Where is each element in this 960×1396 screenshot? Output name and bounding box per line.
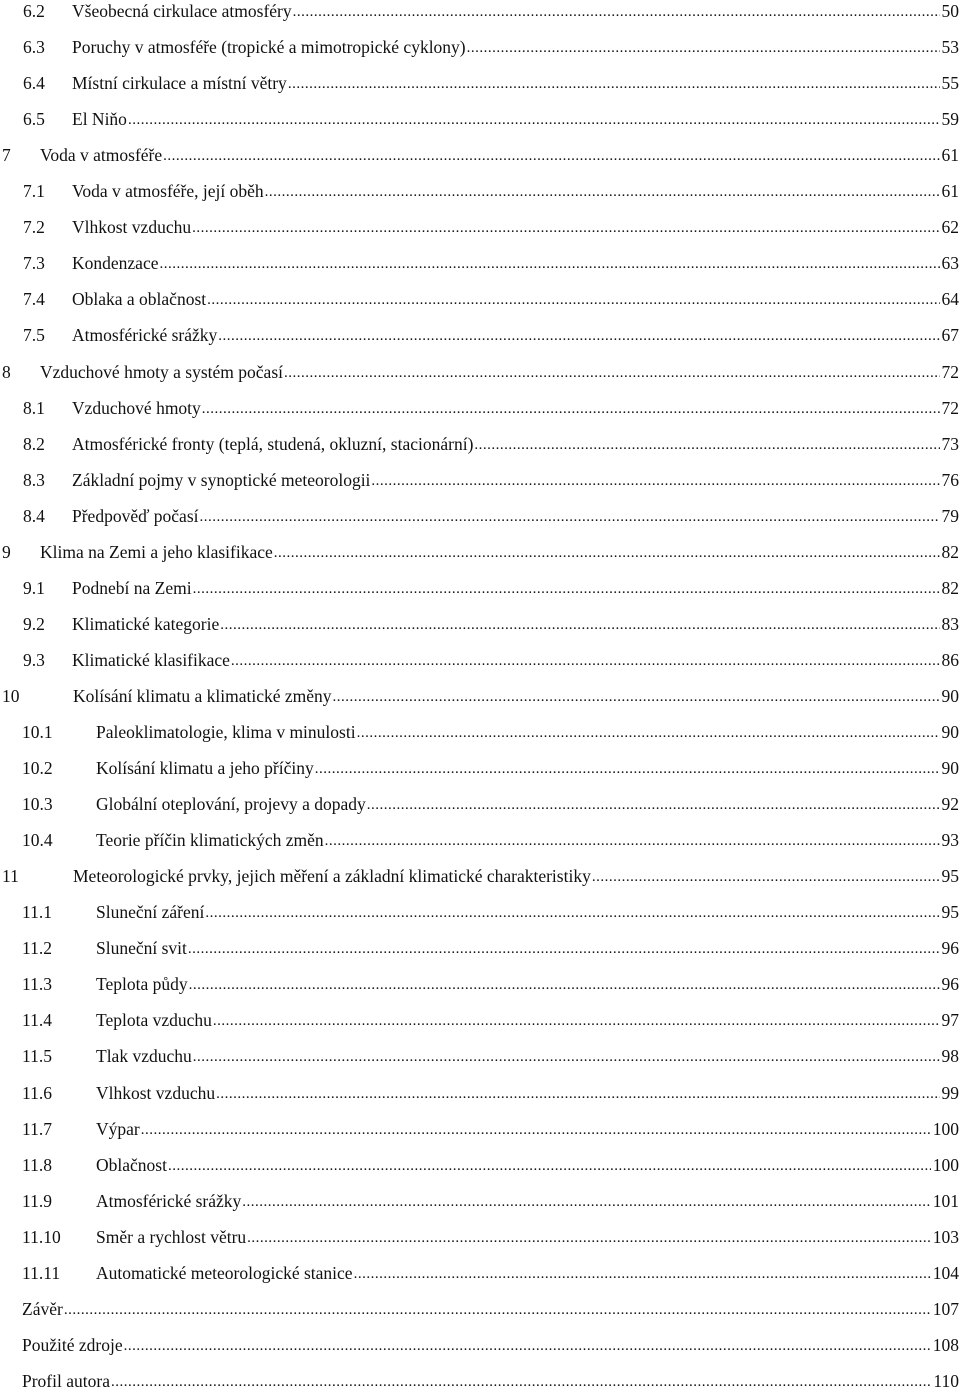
toc-entry-page-number: 96 (941, 974, 959, 995)
toc-entry-title: El Niňo (72, 109, 127, 130)
toc-entry-title: Atmosférické fronty (teplá, studená, okluzní, stacionární) (72, 433, 474, 454)
toc-entry-number: 11.1 (22, 902, 52, 923)
toc-entry-page-number: 67 (941, 325, 959, 346)
toc-entry[interactable] (2, 358, 959, 386)
toc-entry-title: Meteorologické prvky, jejich měření a základní klimatické charakteristiky (73, 866, 591, 887)
toc-dot-leader (163, 142, 939, 170)
toc-entry-title: Atmosférické srážky (96, 1190, 242, 1211)
toc-entry[interactable] (22, 1042, 959, 1070)
toc-entry-number: 8.4 (23, 505, 45, 526)
toc-entry[interactable] (23, 610, 959, 638)
toc-entry-page-number: 62 (941, 217, 959, 238)
toc-dot-leader (202, 395, 940, 423)
toc-entry-title: Profil autora (22, 1370, 110, 1391)
toc-dot-leader (216, 1080, 939, 1108)
toc-entry-page-number: 100 (932, 1118, 959, 1139)
toc-entry-title: Sluneční svit (96, 938, 187, 959)
toc-entry-number: 7.5 (23, 325, 45, 346)
toc-entry[interactable] (2, 682, 959, 710)
toc-entry-page-number: 93 (941, 830, 959, 851)
toc-entry[interactable] (22, 1295, 959, 1323)
toc-entry-title: Paleoklimatologie, klima v minulosti (96, 722, 356, 742)
toc-entry-title: Teplota vzduchu (96, 1010, 212, 1031)
toc-entry[interactable] (22, 754, 959, 782)
toc-entry-title: Předpověď počasí (72, 505, 199, 526)
toc-entry-page-number: 95 (941, 902, 959, 923)
toc-dot-leader (367, 791, 940, 819)
toc-entry-title: Místní cirkulace a místní větry (72, 73, 287, 94)
toc-entry-title: Závěr (22, 1298, 63, 1319)
toc-entry[interactable] (23, 0, 959, 25)
toc-entry-title: Vlhkost vzduchu (96, 1082, 216, 1103)
toc-entry-number: 7.1 (23, 181, 45, 202)
toc-entry-number: 11 (2, 866, 19, 887)
toc-entry[interactable] (23, 646, 959, 674)
toc-entry-page-number: 90 (941, 758, 959, 779)
toc-entry-number: 8.1 (23, 397, 45, 418)
toc-entry-title: Teorie příčin klimatických změn (96, 830, 324, 851)
toc-entry-title: Oblaka a oblačnost (72, 289, 207, 310)
toc-entry[interactable] (22, 1223, 959, 1251)
toc-entry-title: Vzduchové hmoty (72, 397, 201, 418)
toc-entry-title: Kolísání klimatu a klimatické změny (73, 685, 332, 706)
toc-dot-leader (193, 575, 940, 603)
toc-dot-leader (200, 503, 940, 531)
toc-dot-leader (111, 1368, 931, 1396)
toc-entry-page-number: 95 (941, 866, 959, 887)
toc-entry[interactable] (22, 1115, 959, 1143)
toc-entry-page-number: 59 (941, 109, 959, 130)
toc-entry-page-number: 100 (932, 1154, 959, 1175)
toc-entry[interactable] (23, 69, 959, 97)
toc-entry-number: 11.6 (22, 1082, 52, 1103)
toc-dot-leader (189, 971, 940, 999)
toc-entry-number: 9.1 (23, 577, 45, 598)
toc-entry-number: 11.10 (22, 1226, 61, 1247)
toc-dot-leader (128, 106, 940, 134)
toc-entry-page-number: 103 (932, 1226, 959, 1247)
toc-entry-number: 10.2 (22, 758, 53, 779)
toc-dot-leader (231, 647, 940, 675)
toc-entry-page-number: 79 (941, 505, 959, 526)
toc-entry[interactable] (23, 430, 959, 458)
toc-entry-page-number: 107 (932, 1298, 959, 1319)
toc-entry-number: 10.3 (22, 794, 53, 815)
toc-entry[interactable] (22, 1151, 959, 1179)
toc-dot-leader (205, 899, 939, 927)
toc-entry[interactable] (22, 1259, 959, 1287)
toc-entry-title: Kondenzace (72, 253, 159, 274)
toc-entry-number: 11.11 (22, 1262, 61, 1283)
toc-entry-title: Poruchy v atmosféře (tropické a mimotropické cyklony) (72, 37, 466, 58)
toc-dot-leader (124, 1332, 931, 1360)
toc-entry-page-number: 96 (941, 938, 959, 959)
toc-entry-title: Podnebí na Zemi (72, 577, 192, 598)
toc-entry[interactable] (22, 1331, 959, 1359)
toc-entry-page-number: 61 (941, 181, 959, 202)
toc-entry-title: Klima na Zemi a jeho klasifikace (40, 541, 273, 562)
toc-entry[interactable] (22, 1367, 959, 1395)
toc-entry-page-number: 82 (941, 577, 959, 598)
toc-entry-title: Voda v atmosféře (40, 145, 163, 166)
toc-entry[interactable] (23, 33, 959, 61)
toc-entry-number: 11.9 (22, 1190, 52, 1211)
toc-entry-title: Automatické meteorologické stanice (96, 1262, 353, 1283)
toc-dot-leader (371, 467, 939, 495)
toc-entry-number: 11.3 (22, 974, 52, 995)
toc-dot-leader (168, 1152, 931, 1180)
toc-entry-title: Vlhkost vzduchu (72, 217, 192, 238)
toc-entry[interactable] (23, 321, 959, 349)
toc-entry-page-number: 90 (941, 722, 959, 742)
toc-entry-number: 11.5 (22, 1046, 52, 1067)
toc-entry-page-number: 53 (941, 37, 959, 58)
toc-entry-number: 9.3 (23, 649, 45, 670)
toc-entry-page-number: 99 (941, 1082, 959, 1103)
toc-entry-number: 6.2 (23, 1, 45, 21)
toc-entry-title: Klimatické klasifikace (72, 649, 230, 670)
toc-entry[interactable] (2, 141, 959, 169)
toc-dot-leader (293, 0, 940, 26)
toc-entry-title: Základní pojmy v synoptické meteorologii (72, 469, 371, 490)
toc-entry[interactable] (23, 105, 959, 133)
toc-entry-page-number: 101 (932, 1190, 959, 1211)
toc-entry-number: 10.4 (22, 830, 53, 851)
toc-dot-leader (141, 1116, 931, 1144)
toc-entry-title: Teplota půdy (96, 974, 188, 995)
toc-dot-leader (274, 539, 940, 567)
toc-entry-title: Vzduchové hmoty a systém počasí (40, 361, 284, 382)
toc-entry[interactable] (22, 970, 959, 998)
toc-entry-page-number: 76 (941, 469, 959, 490)
toc-entry-title: Směr a rychlost větru (96, 1226, 247, 1247)
toc-dot-leader (284, 359, 939, 387)
toc-dot-leader (592, 863, 940, 891)
toc-entry-page-number: 108 (932, 1334, 959, 1355)
toc-entry-page-number: 61 (941, 145, 959, 166)
toc-dot-leader (265, 178, 940, 206)
toc-entry-title: Oblačnost (96, 1154, 167, 1175)
toc-entry-title: Globální oteplování, projevy a dopady (96, 794, 366, 815)
toc-entry[interactable] (23, 574, 959, 602)
toc-dot-leader (213, 1007, 940, 1035)
toc-entry-page-number: 92 (941, 794, 959, 815)
toc-entry-title: Sluneční záření (96, 902, 205, 923)
toc-entry-number: 10.1 (22, 722, 53, 742)
toc-entry-title: Použité zdroje (22, 1334, 123, 1355)
toc-entry[interactable] (2, 538, 959, 566)
toc-entry-page-number: 90 (941, 685, 959, 706)
toc-entry-page-number: 86 (941, 649, 959, 670)
toc-entry-page-number: 72 (941, 397, 959, 418)
toc-entry[interactable] (22, 718, 959, 746)
toc-dot-leader (325, 827, 940, 855)
toc-entry-page-number: 50 (941, 1, 959, 21)
toc-entry-page-number: 82 (941, 541, 959, 562)
toc-dot-leader (315, 755, 940, 783)
toc-entry-page-number: 73 (941, 433, 959, 454)
toc-entry-number: 8.2 (23, 433, 45, 454)
toc-dot-leader (220, 611, 939, 639)
toc-dot-leader (159, 250, 939, 278)
toc-entry-page-number: 83 (941, 613, 959, 634)
toc-entry-title: Atmosférické srážky (72, 325, 218, 346)
toc-entry[interactable] (22, 1187, 959, 1215)
toc-dot-leader (288, 70, 940, 98)
toc-entry-number: 8.3 (23, 469, 45, 490)
toc-entry-title: Výpar (96, 1118, 140, 1139)
toc-entry-page-number: 72 (941, 361, 959, 382)
toc-dot-leader (188, 935, 940, 963)
toc-dot-leader (207, 286, 939, 314)
toc-dot-leader (193, 1043, 940, 1071)
toc-entry-title: Tlak vzduchu (96, 1046, 192, 1067)
toc-entry[interactable] (2, 862, 959, 890)
toc-dot-leader (467, 34, 940, 62)
toc-entry-number: 10 (2, 685, 20, 706)
toc-entry-number: 7.2 (23, 217, 45, 238)
toc-dot-leader (247, 1224, 931, 1252)
toc-entry-number: 11.8 (22, 1154, 52, 1175)
toc-entry[interactable] (22, 934, 959, 962)
toc-entry[interactable] (23, 213, 959, 241)
toc-entry-number: 6.4 (23, 73, 45, 94)
toc-dot-leader (333, 683, 940, 711)
toc-entry-page-number: 110 (933, 1370, 959, 1391)
toc-entry[interactable] (22, 826, 959, 854)
toc-entry-page-number: 97 (941, 1010, 959, 1031)
toc-entry[interactable] (23, 466, 959, 494)
toc-entry-number: 9.2 (23, 613, 45, 634)
toc-entry-page-number: 63 (941, 253, 959, 274)
toc-dot-leader (354, 1260, 931, 1288)
toc-entry[interactable] (23, 394, 959, 422)
toc-dot-leader (357, 719, 940, 747)
toc-dot-leader (64, 1296, 931, 1324)
toc-entry-page-number: 98 (941, 1046, 959, 1067)
toc-entry-number: 11.4 (22, 1010, 52, 1031)
toc-dot-leader (218, 322, 939, 350)
toc-entry-title: Všeobecná cirkulace atmosféry (72, 1, 292, 21)
toc-entry-number: 7.3 (23, 253, 45, 274)
toc-dot-leader (192, 214, 939, 242)
toc-entry-number: 9 (2, 541, 11, 562)
toc-entry-number: 8 (2, 361, 11, 382)
toc-entry-page-number: 64 (941, 289, 959, 310)
toc-entry[interactable] (23, 177, 959, 205)
toc-entry[interactable] (22, 898, 959, 926)
toc-entry[interactable] (23, 249, 959, 277)
toc-entry[interactable] (22, 1079, 959, 1107)
toc-entry-number: 11.2 (22, 938, 52, 959)
toc-entry[interactable] (23, 285, 959, 313)
toc-entry[interactable] (22, 1006, 959, 1034)
toc-entry-number: 6.5 (23, 109, 45, 130)
toc-entry-number: 6.3 (23, 37, 45, 58)
toc-entry-title: Voda v atmosféře, její oběh (72, 181, 264, 202)
toc-entry-page-number: 55 (941, 73, 959, 94)
toc-entry-number: 7 (2, 145, 11, 166)
toc-entry-number: 11.7 (22, 1118, 52, 1139)
toc-entry[interactable] (22, 790, 959, 818)
toc-entry-title: Klimatické kategorie (72, 613, 220, 634)
toc-entry-number: 7.4 (23, 289, 45, 310)
toc-entry[interactable] (23, 502, 959, 530)
toc-entry-title: Kolísání klimatu a jeho příčiny (96, 758, 314, 779)
toc-dot-leader (242, 1188, 930, 1216)
toc-dot-leader (474, 431, 939, 459)
toc-entry-page-number: 104 (932, 1262, 959, 1283)
